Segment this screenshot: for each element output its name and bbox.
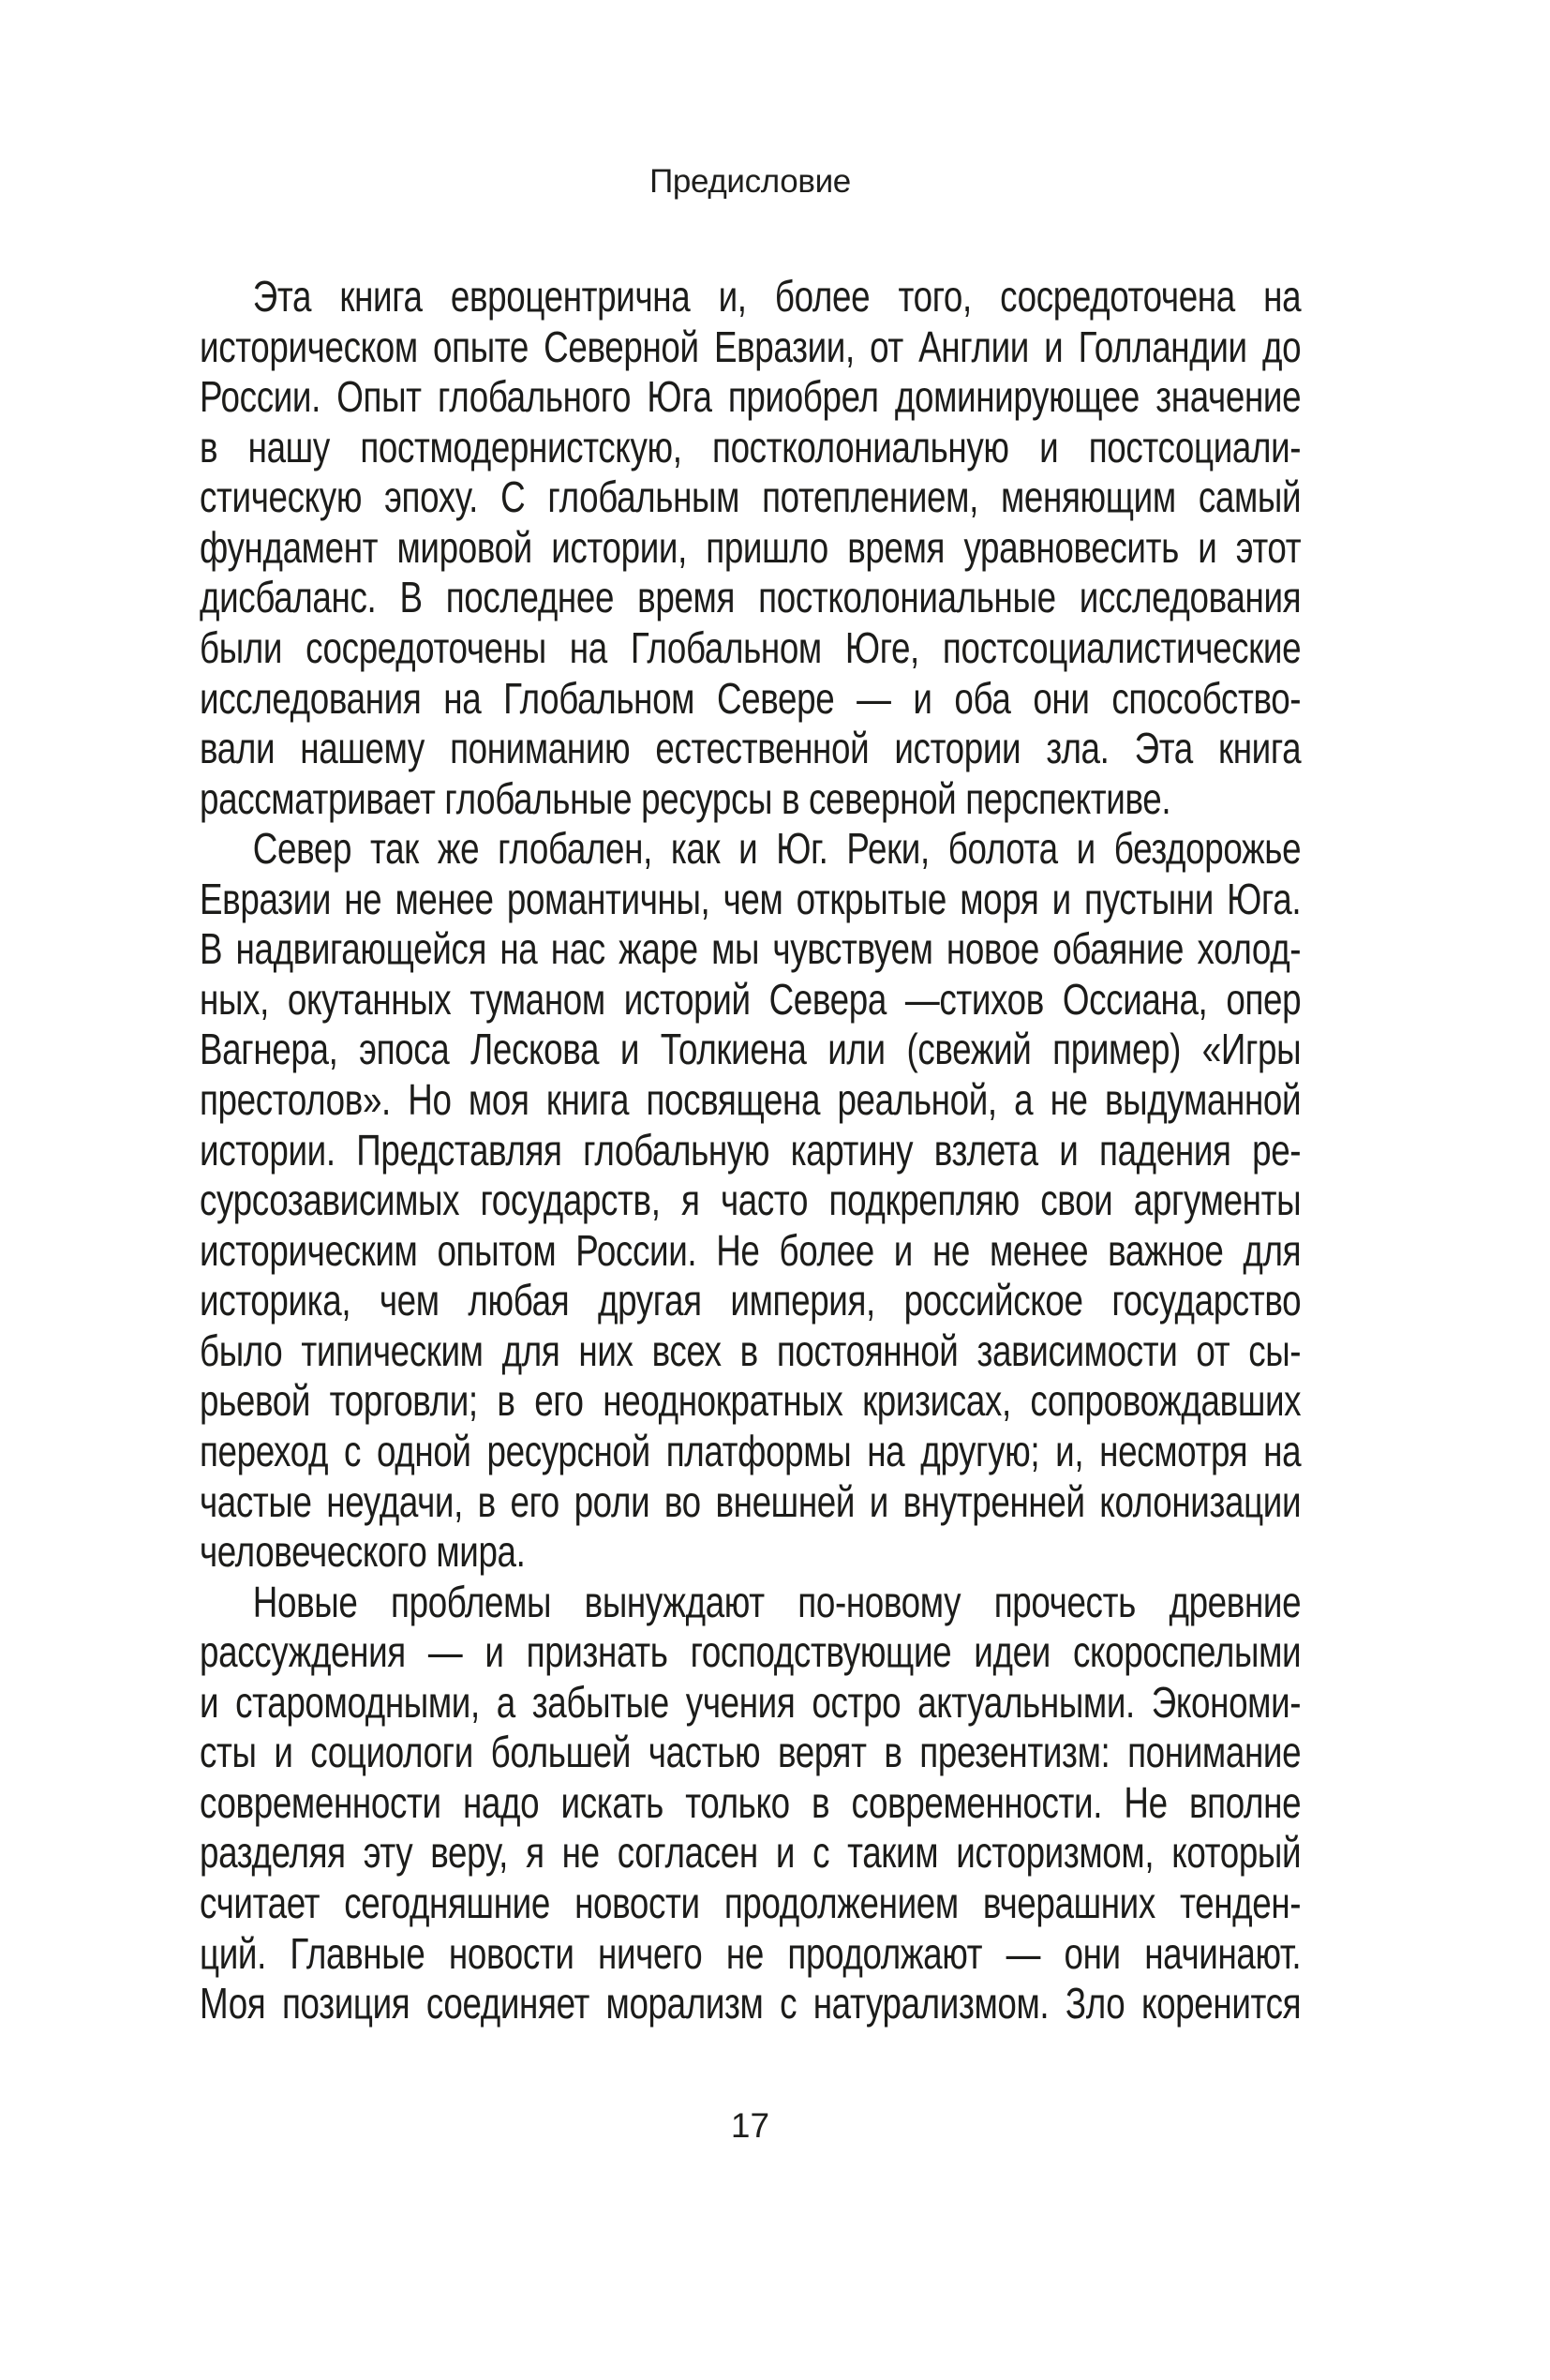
text-line: Моя позиция соединяет морализм с натурализмом. Зло коренится (200, 1979, 1302, 2028)
text-line: истории. Представляя глобальную картину взлета и падения ре- (200, 1125, 1302, 1175)
text-line: были сосредоточены на Глобальном Юге, постсоциалистические (200, 622, 1302, 672)
text-line: человеческого мира. (200, 1527, 526, 1577)
text-line: частые неудачи, в его роли во внешней и внутренней колонизации (200, 1476, 1302, 1526)
text-line: рьевой торговли; в его неоднократных кризисах, сопровождавших (200, 1376, 1302, 1426)
text-line: фундамент мировой истории, пришло время уравновесить и этот (200, 522, 1302, 572)
text-body (200, 272, 1301, 2029)
text-line: сты и социологи большей частью верят в презентизм: понимание (200, 1728, 1302, 1777)
text-line: В надвигающейся на нас жаре мы чувствуем новое обаяние холод- (200, 924, 1302, 974)
text-line: вали нашему пониманию естественной истории зла. Эта книга (200, 724, 1302, 773)
text-line: историческим опытом России. Не более и не менее важное для (200, 1225, 1302, 1275)
text-line: разделяя эту веру, я не согласен и с таким историзмом, который (200, 1828, 1302, 1878)
text-line: в нашу постмодернистскую, постколониальную и постсоциали- (200, 422, 1302, 472)
text-line: ных, окутанных туманом историй Севера —стихов Оссиана, опер (200, 974, 1302, 1024)
text-line: современности надо искать только в современности. Не вполне (200, 1777, 1302, 1827)
text-line: рассматривает глобальные ресурсы в северной перспективе. (200, 773, 1171, 823)
text-line: дисбаланс. В последнее время постколониальные исследования (200, 573, 1302, 622)
text-line: престолов». Но моя книга посвящена реальной, а не выдуманной (200, 1075, 1302, 1124)
text-line: ций. Главные новости ничего не продолжают — они начинают. (200, 1928, 1302, 1978)
text-line: считает сегодняшние новости продолжением вчерашних тенден- (200, 1879, 1302, 1927)
page-number: 17 (730, 2106, 770, 2145)
chapter-title: Предисловие (649, 163, 851, 200)
text-line: Эта книга евроцентрична и, более того, сосредоточена на (252, 272, 1302, 321)
text-line: Вагнера, эпоса Лескова и Толкиена или (свежий пример) «Игры (200, 1025, 1302, 1074)
text-line: Новые проблемы вынуждают по-новому прочесть древние (252, 1577, 1302, 1626)
text-line: было типическим для них всех в постоянной зависимости от сы- (200, 1325, 1302, 1375)
text-line: историческом опыте Северной Евразии, от Англии и Голландии до (200, 322, 1302, 371)
text-line: исследования на Глобальном Севере — и оба они способство- (200, 673, 1302, 723)
text-line: рассуждения — и признать господствующие идеи скороспелыми (200, 1627, 1302, 1677)
text-line: стическую эпоху. С глобальным потеплением, меняющим самый (200, 472, 1302, 522)
text-line: сурсозависимых государств, я часто подкрепляю свои аргументы (200, 1175, 1302, 1225)
text-line: историка, чем любая другая империя, российское государство (200, 1276, 1302, 1325)
text-line: России. Опыт глобального Юга приобрел доминирующее значение (200, 372, 1302, 422)
text-line: Север так же глобален, как и Юг. Реки, болота и бездорожье (252, 824, 1302, 874)
text-line: переход с одной ресурсной платформы на другую; и, несмотря на (200, 1426, 1302, 1475)
text-line: и старомодными, а забытые учения остро актуальными. Экономи- (200, 1677, 1302, 1727)
text-line: Евразии не менее романтичны, чем открытые моря и пустыни Юга. (200, 874, 1302, 923)
